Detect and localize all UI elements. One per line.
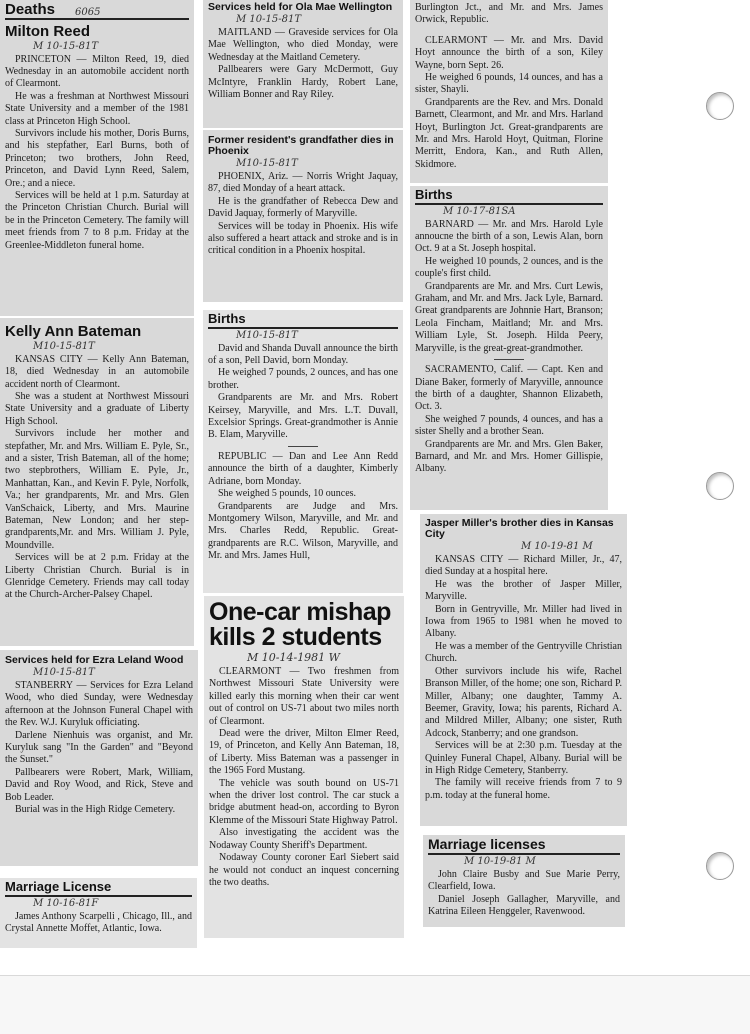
paragraph: He weighed 6 pounds, 14 ounces, and has a sister, Shayli. xyxy=(415,72,603,96)
paragraph: Also investigating the accident was the Nodaway County Sheriff's Department. xyxy=(209,827,399,851)
paragraph: Grandparents are Mr. and Mrs. Glen Baker, Barnard, and Mr. and Mrs. Homer Gillispie, Albany. xyxy=(415,438,603,475)
obituary-title: Services held for Ola Mae Wellington xyxy=(208,1,393,13)
paragraph: MAITLAND — Graveside services for Ola Mae Wellington, who died Monday, were Wednesday at the Maitland Cemetery. xyxy=(208,27,398,63)
paragraph: STANBERRY — Services for Ezra Leland Wood, who died Sunday, were Wednesday afternoon at the Johnson Funeral Chapel with the Rev. W.J. Kuryluk officiating. xyxy=(5,680,193,729)
paragraph: Darlene Nienhuis was organist, and Mr. Kuryluk sang "In the Garden" and "Beyond the Sunset." xyxy=(5,729,193,766)
paragraph: Other survivors include his wife, Rachel Branson Miller, of the home; one son, Richard P. Miller, Albany; one daughter, Tammy A. Beemer, Gravity, Iowa; his parents, Richard A. and Mildred Miller, Albany; one sister, Ruth Adcock, Stanberry; and one grandson. xyxy=(425,665,622,739)
paragraph: He was the brother of Jasper Miller, Maryville. xyxy=(425,578,622,603)
paragraph: KANSAS CITY — Richard Miller, Jr., 47, died Sunday at a hospital here. xyxy=(425,554,622,578)
clipping-hoyt-birth xyxy=(410,0,608,183)
paragraph: Born in Gentryville, Mr. Miller had lived in Iowa from 1965 to 1981 when he moved to Albany. xyxy=(425,603,622,640)
separator-rule xyxy=(288,446,318,447)
paragraph: KANSAS CITY — Kelly Ann Bateman, 18, died Wednesday in an automobile accident north of Clearmont. xyxy=(5,353,189,390)
paragraph: Burlington Jct., and Mr. and Mrs. James Orwick, Republic. xyxy=(415,2,603,26)
paragraph: CLEARMONT — Two freshmen from Northwest Missouri State University were killed early this morning when their car went out of control on US-71 about two miles north of Clearmont. xyxy=(209,666,399,727)
obituary-title: Services held for Ezra Leland Wood xyxy=(5,654,184,666)
paragraph: He weighed 10 pounds, 2 ounces, and is the couple's first child. xyxy=(415,255,603,280)
separator-rule xyxy=(494,359,524,360)
paragraph: Grandparents are the Rev. and Mrs. Donald Barnett, Clearmont, and Mr. and Mrs. Harland Hoyt, Burlington Jct. Great-grandparents are Mr. and Mrs. Harold Hoyt, Quitman, Florine Merritt, Endora, Kan., and Ruth Allen, Skidmore. xyxy=(415,96,603,170)
paragraph: She was a student at Northwest Missouri State University and a graduate of Liberty High School. xyxy=(5,390,189,427)
binder-hole xyxy=(706,92,734,120)
news-headline: One-car mishap kills 2 students xyxy=(209,598,391,651)
paragraph: BARNARD — Mr. and Mrs. Harold Lyle annoucne the birth of a son, Lewis Alan, born Oct. 9 at a St. Joseph hospital. xyxy=(415,218,603,255)
handwritten-number: 6065 xyxy=(75,6,101,18)
paragraph: The family will receive friends from 7 to 9 p.m. today at the funeral home. xyxy=(425,777,622,801)
binder-hole xyxy=(706,472,734,500)
obituary-title: Milton Reed xyxy=(5,22,90,40)
section-heading-deaths: Deaths xyxy=(5,1,56,18)
binder-hole xyxy=(706,852,734,880)
handwritten-date: M10-15-81T xyxy=(236,329,298,341)
paragraph: SACRAMENTO, Calif. — Capt. Ken and Diane Baker, formerly of Maryville, announce the birth of a daughter, Shannon Elizabeth, Oct. 3. xyxy=(415,364,603,413)
paragraph: John Claire Busby and Sue Marie Perry, Clearfield, Iowa. xyxy=(428,868,620,893)
paragraph: Services will be today in Phoenix. His wife also suffered a heart attack and stroke and is in critical condition in a Phoenix hospital. xyxy=(208,220,398,257)
handwritten-date: M 10-15-81T xyxy=(236,14,302,26)
handwritten-date: M 10-19-81 M xyxy=(521,541,593,553)
paragraph: PRINCETON — Milton Reed, 19, died Wednesday in an automobile accident north of Clearmont. xyxy=(5,53,189,90)
paragraph: REPUBLIC — Dan and Lee Ann Redd announce the birth of a daughter, Kimberly Adriane, born Monday. xyxy=(208,450,398,487)
section-heading: Marriage licenses xyxy=(428,837,620,855)
clipping-marriage-licenses xyxy=(423,835,625,927)
paragraph: Daniel Joseph Gallagher, Maryville, and Katrina Eileen Henggeler, Ravenwood. xyxy=(428,893,620,917)
paragraph: James Anthony Scarpelli , Chicago, Ill., and Crystal Annette Moffet, Atlantic, Iowa. xyxy=(5,910,192,935)
clipping-ezra-wood xyxy=(0,650,198,866)
paragraph: Services will be at 2 p.m. Friday at the Liberty Christian Church. Burial is in Glenridge Cemetery. Friends may call today at the Church-Archer-Palsey Chapel. xyxy=(5,552,189,601)
paragraph: Survivors include his mother, Doris Burns, and his stepfather, Earl Burns, both of Princeton; two brothers, John Reed, Princeton, and David Lynn Reed, Salem, Ore.; and a niece. xyxy=(5,127,189,189)
clipping-ola-wellington xyxy=(203,0,403,128)
paragraph: Pallbearers were Robert, Mark, William, David and Roy Wood, and Rick, Steve and Bob Leader. xyxy=(5,766,193,803)
handwritten-date: M10-15-81T xyxy=(33,667,95,679)
clipping-kelly-bateman xyxy=(0,318,194,646)
clipping-births-middle xyxy=(203,310,403,593)
obituary-title: Former resident's grandfather dies in Phoenix xyxy=(208,134,394,158)
paragraph: Grandparents are Judge and Mrs. Montgomery Wilson, Maryville, and Mr. and Mrs. Charles Redd, Republic. Great-grandparents are R.C. Wilson, Maryville, and Mr. and Mrs. James Hull, xyxy=(208,500,398,562)
paragraph: She weighed 7 pounds, 4 ounces, and has a sister Shelly and a brother Sean. xyxy=(415,413,603,438)
clipping-births-right xyxy=(410,186,608,510)
paragraph: Services will be held at 1 p.m. Saturday at the Princeton Christian Church. Burial will be in the Princeton Cemetery. The family will meet friends from 7 to 8 p.m. Friday at the Greenlee-Middleton funeral home. xyxy=(5,189,189,251)
paragraph: Nodaway County coroner Earl Siebert said he would not conduct an inquest concerning the two deaths. xyxy=(209,852,399,888)
paragraph: Pallbearers were Gary McDermott, Guy McIntyre, Franklin Hardy, Robert Lane, William Bonner and Ray Riley. xyxy=(208,64,398,101)
paragraph: She weighed 5 pounds, 10 ounces. xyxy=(218,488,357,500)
paragraph: PHOENIX, Ariz. — Norris Wright Jaquay, 87, died Monday of a heart attack. xyxy=(208,171,398,195)
handwritten-date: M10-15-81T xyxy=(236,158,298,170)
paragraph: CLEARMONT — Mr. and Mrs. David Hoyt announce the birth of a son, Kiley Wayne, born Sept. 26. xyxy=(415,34,603,71)
paragraph: He was a freshman at Northwest Missouri State University and a member of the 1981 class at Princeton High School. xyxy=(5,90,189,127)
paragraph: Services will be at 2:30 p.m. Tuesday at the Quinley Funeral Chapel, Albany. Burial will be in High Ridge Cemetery, Stanberry. xyxy=(425,740,622,776)
clipping-one-car-mishap xyxy=(204,596,404,938)
handwritten-date: M 10-15-81T xyxy=(33,40,99,52)
section-heading: Births xyxy=(415,188,603,205)
paragraph: Burial was in the High Ridge Cemetery. xyxy=(15,804,176,816)
handwritten-date: M 10-19-81 M xyxy=(464,855,536,867)
paragraph: Survivors include her mother and stepfather, Mr. and Mrs. William E. Pyle, Sr., and a sister, Trish Bateman, all of the home; two stepbrothers, William E. Pyle, Jr., Manhattan, Kan., and Kevin F. Pyle, Norfolk, Va.; her grandparents, Mr. and Mrs. Glen VanSchaick, Liberty, and Mrs. Maurine Bateman, New London; and her step-grandparents,Mr. and Mrs. William J. Pyle, Moundville. xyxy=(5,428,189,551)
page-bottom-margin xyxy=(0,975,750,1034)
paragraph: He weighed 7 pounds, 2 ounces, and has one brother. xyxy=(208,367,398,391)
clipping-marriage-license xyxy=(0,878,197,948)
obituary-title: Kelly Ann Bateman xyxy=(5,323,142,340)
section-heading: Marriage License xyxy=(5,880,192,897)
obituary-title: Jasper Miller's brother dies in Kansas City xyxy=(425,517,614,541)
paragraph: David and Shanda Duvall announce the birth of a son, Pell David, born Monday. xyxy=(208,342,398,367)
paragraph: Dead were the driver, Milton Elmer Reed, 19, of Princeton, and Kelly Ann Bateman, 18, of Liberty. Miss Bateman was a passenger in the 1965 Ford Mustang. xyxy=(209,728,399,777)
handwritten-date: M 10-17-81SA xyxy=(443,205,516,217)
section-heading: Births xyxy=(208,312,398,329)
paragraph: The vehicle was south bound on US-71 when the driver lost control. The car stuck a bridge abutment head-on, according to Byron Klemme of the Missouri State Highway Patrol. xyxy=(209,777,399,826)
clipping-grandfather-phoenix xyxy=(203,130,403,302)
handwritten-date: M 10-16-81F xyxy=(33,897,99,909)
clipping-milton-reed xyxy=(0,0,194,316)
paragraph: He was a member of the Gentryville Christian Church. xyxy=(425,640,622,665)
handwritten-date: M10-15-81T xyxy=(33,340,95,352)
paragraph: Grandparents are Mr. and Mrs. Robert Keirsey, Maryville, and Mrs. L.T. Duvall, Excelsior Springs. Great-grandmother is Annie B. Elam, Maryville. xyxy=(208,392,398,441)
paragraph: He is the grandfather of Rebecca Dew and David Jaquay, formerly of Maryville. xyxy=(208,195,398,220)
paragraph: Grandparents are Mr. and Mrs. Curt Lewis, Graham, and Mr. and Mrs. Jack Lyle, Barnard. Great grandparents are Johnnie Hart, Branson; Leola Fincham, Maitland; Mr. and Mrs. William Lyle, St. Joseph. Hilda Peery, Maryville, is the great-great-grandmother. xyxy=(415,280,603,354)
clipping-jasper-miller xyxy=(420,514,627,826)
handwritten-date: M 10-14-1981 W xyxy=(247,651,340,664)
